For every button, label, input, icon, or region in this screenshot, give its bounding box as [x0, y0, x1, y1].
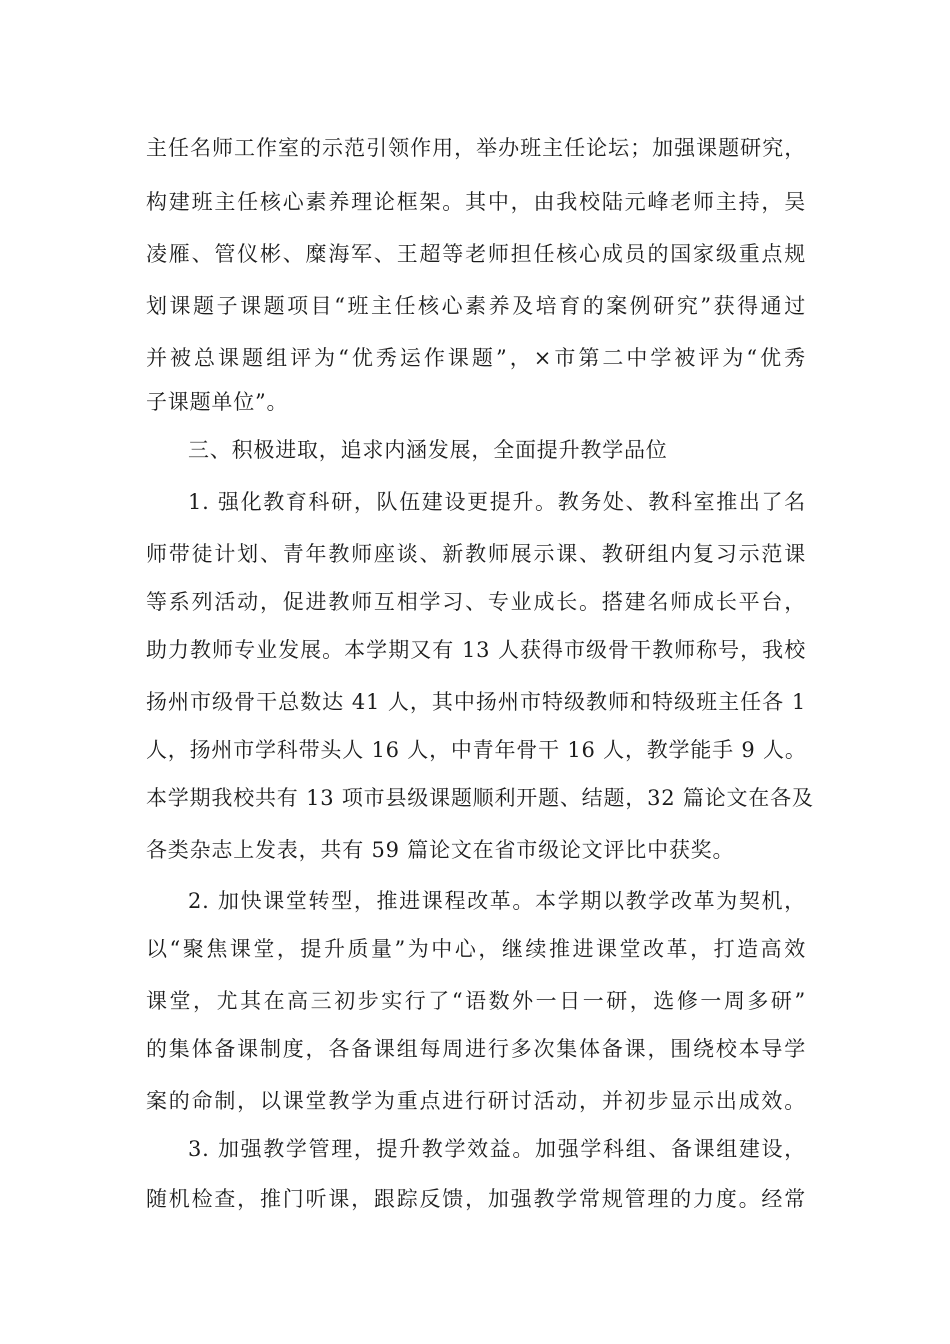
paragraph-line: 子课题单位”。 [146, 390, 289, 414]
paragraph-line: 并被总课题组评为“优秀运作课题”，×市第二中学被评为“优秀 [146, 346, 806, 370]
paragraph-line: 各类杂志上发表，共有 59 篇论文在省市级论文评比中获奖。 [146, 838, 735, 862]
paragraph-line: 师带徒计划、青年教师座谈、新教师展示课、教研组内复习示范课 [146, 542, 806, 566]
paragraph-line: 助力教师专业发展。本学期又有 13 人获得市级骨干教师称号，我校 [146, 638, 806, 662]
paragraph-line: 的集体备课制度，各备课组每周进行多次集体备课，围绕校本导学 [146, 1037, 806, 1061]
paragraph-line: 主任名师工作室的示范引领作用，举办班主任论坛；加强课题研究， [146, 136, 806, 160]
paragraph-line: 2. 加快课堂转型，推进课程改革。本学期以教学改革为契机， [188, 889, 806, 913]
paragraph-line: 1. 强化教育科研，队伍建设更提升。教务处、教科室推出了名 [188, 490, 806, 514]
paragraph-line: 凌雁、管仪彬、糜海军、王超等老师担任核心成员的国家级重点规 [146, 242, 806, 266]
paragraph-line: 案的命制，以课堂教学为重点进行研讨活动，并初步显示出成效。 [146, 1089, 806, 1113]
paragraph-line: 人，扬州市学科带头人 16 人，中青年骨干 16 人，教学能手 9 人。 [146, 738, 807, 762]
paragraph-line: 扬州市级骨干总数达 41 人，其中扬州市特级教师和特级班主任各 1 [146, 690, 806, 714]
paragraph-line: 等系列活动，促进教师互相学习、专业成长。搭建名师成长平台， [146, 590, 806, 614]
section-heading: 三、积极进取，追求内涵发展，全面提升教学品位 [188, 438, 668, 462]
paragraph-line: 随机检查，推门听课，跟踪反馈，加强教学常规管理的力度。经常 [146, 1187, 806, 1211]
paragraph-line: 构建班主任核心素养理论框架。其中，由我校陆元峰老师主持，吴 [146, 190, 806, 214]
paragraph-line: 划课题子课题项目“班主任核心素养及培育的案例研究”获得通过 [146, 294, 806, 318]
paragraph-line: 以“聚焦课堂，提升质量”为中心，继续推进课堂改革，打造高效 [146, 937, 806, 961]
paragraph-line: 课堂，尤其在高三初步实行了“语数外一日一研，选修一周多研” [146, 989, 806, 1013]
paragraph-line: 3. 加强教学管理，提升教学效益。加强学科组、备课组建设， [188, 1137, 806, 1161]
paragraph-line: 本学期我校共有 13 项市县级课题顺利开题、结题，32 篇论文在各及 [146, 786, 814, 810]
